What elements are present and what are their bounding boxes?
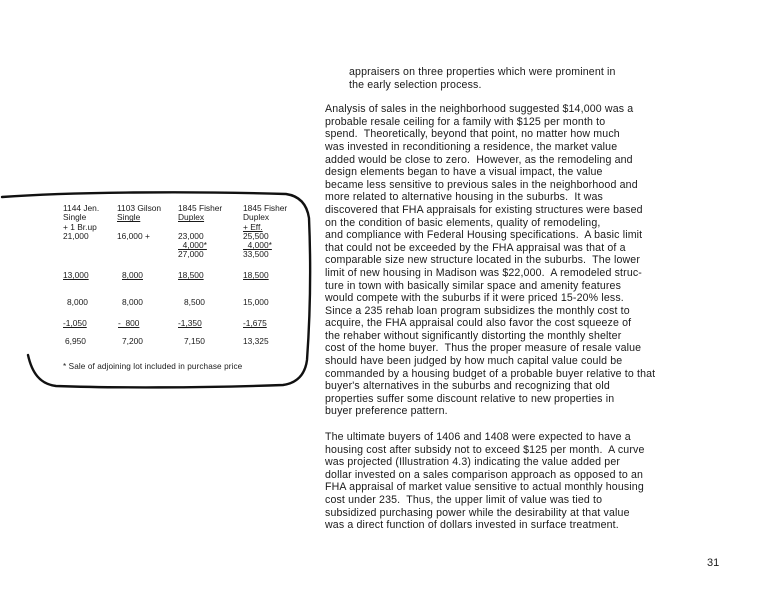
text-line: on the condition of basic elements, quality of remodeling, (325, 216, 601, 229)
table-cell: 25,500 (243, 231, 269, 241)
text-line: was invested in reconditioning a residence, the market value (325, 140, 618, 153)
table-cell: 8,500 (184, 297, 205, 307)
text-line: that could not be exceeded by the FHA appraisal was that of a (325, 241, 626, 254)
text-line: ture in town with basically similar space and amenity features (325, 279, 622, 292)
text-line: commanded by a housing budget of a probable buyer relative to that (325, 367, 656, 380)
table-cell: 8,000 (122, 297, 143, 307)
table-cell: 23,000 (178, 231, 204, 241)
text-line: properties suffer some discount relative to new properties in (325, 392, 615, 405)
table-cell: - 800 (118, 318, 140, 328)
table-cell: 16,000 + (117, 231, 150, 241)
text-line: the early selection process. (349, 78, 482, 91)
table-cell: 18,500 (178, 270, 204, 280)
text-line: and compliance with Federal Housing specifications. A basic limit (325, 229, 643, 242)
text-line: FHA appraisal of market value sensitive to actual monthly housing (325, 481, 644, 494)
table-cell: 33,500 (243, 249, 269, 259)
column-header-line: Duplex (178, 212, 205, 223)
table-cell: 15,000 (243, 297, 269, 307)
table-cell: 4,000* (178, 240, 207, 250)
table-cell: -1,675 (243, 318, 267, 328)
table-cell: 8,000 (67, 297, 88, 307)
table-cell: 13,000 (63, 270, 89, 280)
table-column-1 (63, 204, 99, 232)
text-line: buyer preference pattern. (325, 405, 448, 418)
paragraph-2 (325, 431, 730, 532)
table-cell: 7,200 (122, 336, 143, 346)
table-cell: 18,500 (243, 270, 269, 280)
text-line: became less sensitive to previous sales in the neighborhood and (325, 178, 638, 191)
table-footnote: * Sale of adjoining lot included in purchase price (63, 362, 243, 371)
text-line: dollar invested on a sales comparison approach as opposed to an (325, 468, 644, 481)
body-text (325, 66, 730, 532)
text-line: limit of new housing in Madison was $22,000. A remodeled struc- (325, 266, 642, 279)
text-line: appraisers on three properties which were prominent in (349, 66, 616, 78)
column-header-line: + 1 Br.up (63, 221, 97, 232)
paragraph-1 (325, 103, 730, 418)
text-line: subsidized purchasing power while the desirability at that value (325, 506, 630, 519)
page-number: 31 (707, 557, 720, 569)
table-cell: 4,000* (243, 240, 272, 250)
column-header-line: + Eff. (243, 221, 263, 232)
text-line: would compete with the suburbs if it were priced 15-20% less. (325, 292, 624, 305)
text-line: was projected (Illustration 4.3) indicating the value added per (325, 456, 621, 469)
text-line: should have been judged by how much capital value could be (325, 355, 623, 368)
text-line: buyer's alternatives in the suburbs and recognizing that old (325, 380, 610, 393)
table-column-4 (243, 204, 287, 232)
text-line: spend. Theoretically, beyond that point, no matter how much (325, 128, 620, 141)
column-header-line: Single (63, 212, 87, 223)
text-line: more related to alternative housing in the suburbs. It was (325, 191, 603, 204)
table-cell: 13,325 (243, 336, 269, 346)
table-cell: -1,050 (63, 318, 87, 328)
column-header-line: 1845 Fisher (178, 203, 223, 213)
column-header-line: Single (117, 212, 141, 223)
text-line: cost under 235. Thus, the upper limit of value was tied to (325, 494, 603, 506)
table-column-2 (117, 204, 161, 223)
text-line: housing cost after subsidy not to exceed $125 per month. A curve (325, 443, 645, 456)
text-line: design elements began to have a visual impact, the value (325, 166, 603, 179)
column-header-line: 1845 Fisher (243, 203, 288, 213)
text-line: comparable size new structure located in the suburbs. The lower (325, 254, 641, 267)
column-header-line: 1144 Jen. (63, 203, 100, 213)
text-line: Analysis of sales in the neighborhood suggested $14,000 was a (325, 103, 634, 116)
table-cell: 21,000 (63, 231, 89, 241)
text-line: The ultimate buyers of 1406 and 1408 were expected to have a (325, 431, 631, 444)
table-cell: -1,350 (178, 318, 202, 328)
table-column-3 (178, 204, 222, 223)
text-line: acquire, the FHA appraisal could also favor the cost squeeze of (325, 317, 632, 330)
text-line: probable resale ceiling for a family with $125 per month to (325, 115, 606, 128)
text-line: was a direct function of dollars invested in surface treatment. (325, 519, 619, 532)
table-cell: 8,000 (122, 270, 143, 280)
table-cell: 7,150 (184, 336, 205, 346)
text-line: cost of the home buyer. Thus the proper measure of resale value (325, 342, 642, 355)
column-header-line: 1103 Gilson (117, 203, 162, 213)
text-line: the rehaber without significantly distorting the monthly shelter (325, 329, 622, 342)
table-cell: 27,000 (178, 249, 204, 259)
intro-paragraph (325, 66, 730, 91)
text-line: discovered that FHA appraisals for existing structures were based (325, 203, 643, 216)
text-line: added would be close to zero. However, as the remodeling and (325, 153, 633, 166)
column-header-line: Duplex (243, 212, 270, 223)
table-cell: 6,950 (65, 336, 86, 346)
text-line: Since a 235 rehab loan program subsidizes the monthly cost to (325, 304, 630, 317)
